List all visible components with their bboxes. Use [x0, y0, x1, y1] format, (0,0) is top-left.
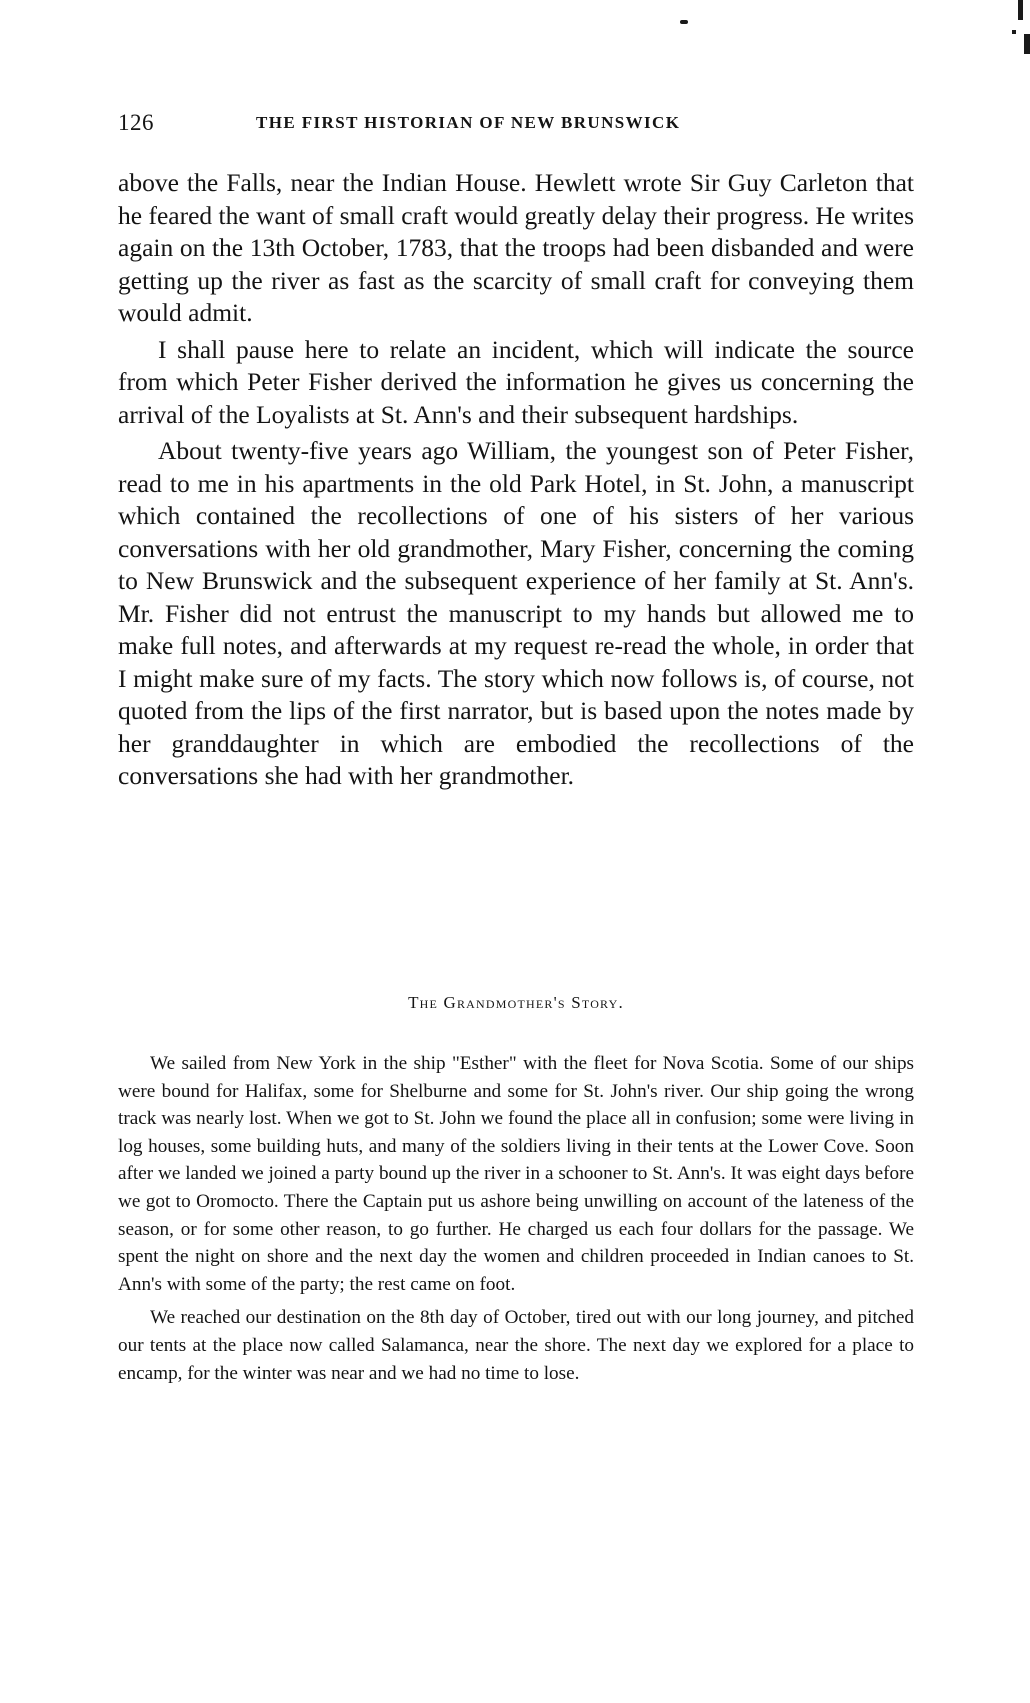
paragraph: About twenty-five years ago William, the youngest son of Peter Fisher, read to me in his apartments in the old Park Hotel, in St. John, a manuscript which contained the recollections of one of his sisters of her various conversations with her old grandmother, Mary Fisher, concerning the coming to New Brunswick and the subsequent experience of her family at St. Ann's. Mr. Fisher did not entrust the manuscript to my hands but allowed me to make full notes, and afterwards at my request re-read the whole, in order that I might make sure of my facts. The story which now follows is, of course, not quoted from the lips of the first narrator, but is based upon the notes made by her granddaughter in which are embodied the recollections of the conversations she had with her grandmother.	[118, 436, 914, 790]
story-paragraph: We sailed from New York in the ship "Esther" with the fleet for Nova Scotia. Some of our ships were bound for Halifax, some for Shelburne and some for St. John's river. Our ship going the wrong track was nearly lost. When we got to St. John we found the place all in confusion; some were living in log houses, some building huts, and many of the soldiers living in their tents at the Lower Cove. Soon after we landed we joined a party bound up the river in a schooner to St. Ann's. It was eight days before we got to Oromocto. There the Captain put us ashore being unwilling on account of the lateness of the season, or for some other reason, to go further. He charged us each four dollars for the passage. We spent the night on shore and the next day the women and children proceeded in Indian canoes to St. Ann's with some of the party; the rest came on foot.	[118, 1053, 914, 1295]
scan-speck	[680, 20, 688, 24]
page-number: 126	[118, 110, 154, 135]
scan-edge-mark	[1018, 0, 1023, 20]
paragraph: above the Falls, near the Indian House. Hewlett wrote Sir Guy Carleton that he feared the want of small craft would greatly delay their progress. He writes again on the 13th October, 1783, that the troops had been disbanded and were getting up the river as fast as the scarcity of small craft for conveying them would admit.	[118, 168, 914, 327]
paragraph: I shall pause here to relate an incident, which will indicate the source from which Peter Fisher derived the information he gives us concerning the arrival of the Loyalists at St. Ann's and their subsequent hardships.	[118, 334, 914, 429]
story-text	[118, 1050, 914, 1387]
main-text	[118, 167, 914, 793]
scan-edge-mark	[1012, 30, 1016, 34]
section-heading: The Grandmother's Story.	[408, 993, 624, 1012]
running-title: THE FIRST HISTORIAN OF NEW BRUNSWICK	[256, 113, 681, 132]
story-paragraph: We reached our destination on the 8th day of October, tired out with our long journey, and pitched our tents at the place now called Salamanca, near the shore. The next day we explored for a place to encamp, for the winter was near and we had no time to lose.	[118, 1307, 914, 1384]
running-head	[118, 110, 914, 140]
scan-edge-mark	[1024, 34, 1030, 54]
